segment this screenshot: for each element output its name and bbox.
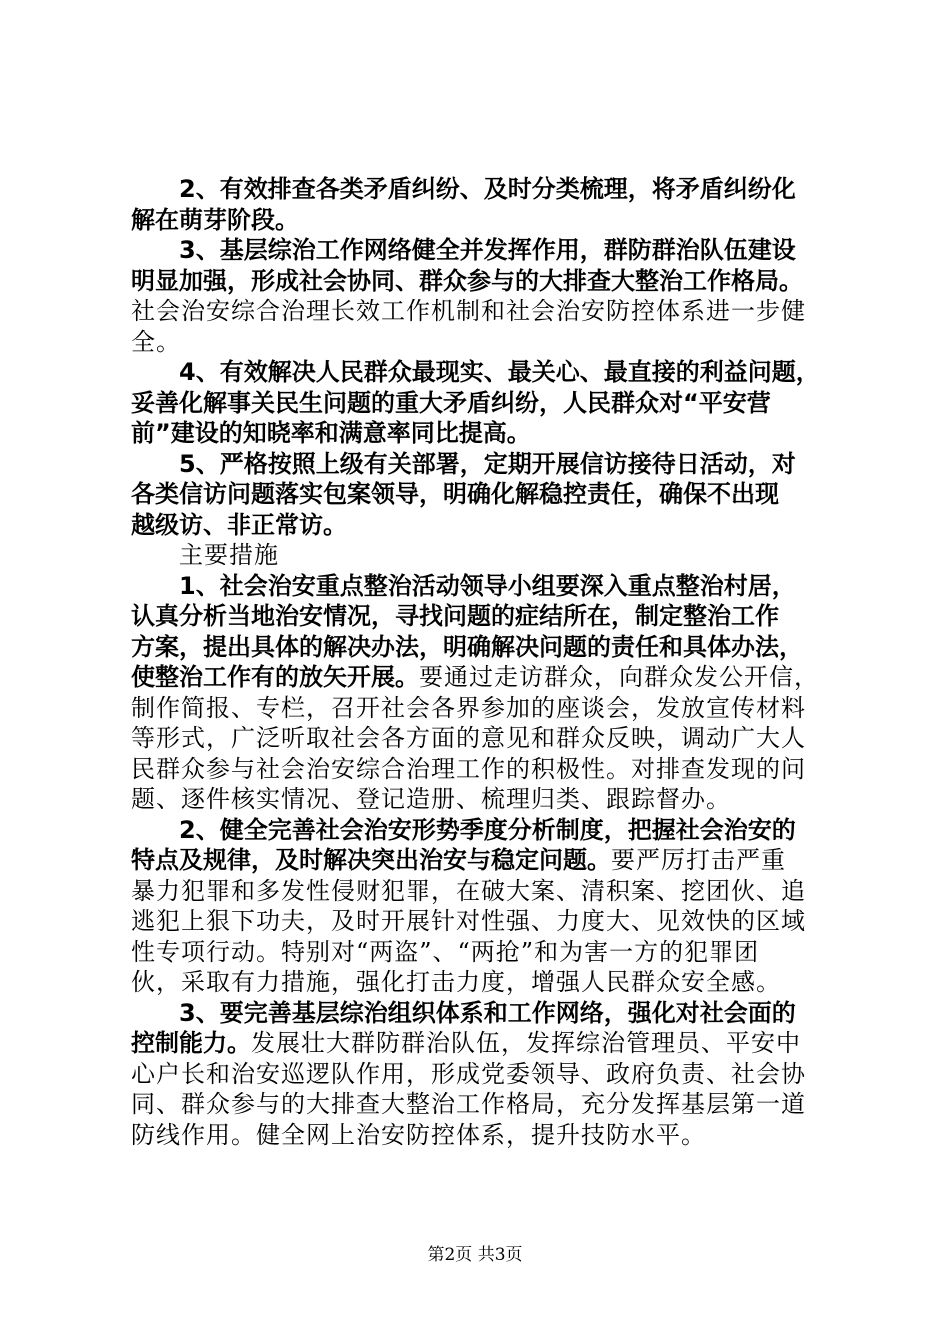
text-line-content: 暴力犯罪和多发性侵财犯罪，在破大案、清积案、挖团伙、追 bbox=[131, 876, 806, 905]
text-line-content: 性专项行动。特别对“两盗”、“两抢”和为害一方的犯罪团 bbox=[131, 937, 760, 966]
text-line-content: 2、有效排查各类矛盾纠纷、及时分类梳理，将矛盾纠纷化 bbox=[179, 175, 796, 203]
text-line bbox=[131, 540, 843, 571]
text-line-content: 1、社会治安重点整治活动领导小组要深入重点整治村居， bbox=[179, 571, 796, 600]
text-line bbox=[131, 1059, 843, 1090]
text-line-content: 3、基层综治工作网络健全并发挥作用，群防群治队伍建设 bbox=[179, 236, 796, 264]
text-line-content: 控制能力。 bbox=[131, 1029, 251, 1057]
text-line bbox=[131, 906, 843, 937]
text-line-content: 5、严格按照上级有关部署，定期开展信访接待日活动，对 bbox=[179, 449, 796, 478]
text-line-content: 使整治工作有的放矢开展。 bbox=[131, 663, 419, 691]
text-line-content: 制作简报、专栏，召开社会各界参加的座谈会，发放宣传材料 bbox=[131, 693, 806, 722]
text-line bbox=[131, 723, 843, 754]
text-line bbox=[131, 327, 843, 358]
text-line-content: 等形式，广泛听取社会各方面的意见和群众反映，调动广大人 bbox=[131, 724, 806, 752]
text-line-content: 认真分析当地治安情况，寻找问题的症结所在，制定整治工作 bbox=[131, 602, 779, 630]
text-line bbox=[131, 937, 843, 968]
text-line bbox=[131, 693, 843, 724]
text-line-content: 特点及规律，及时解决突出治安与稳定问题。 bbox=[131, 846, 611, 874]
text-line bbox=[131, 967, 843, 998]
text-line-content: 心户长和治安巡逻队作用，形成党委领导、政府负责、社会协 bbox=[131, 1059, 806, 1088]
text-line-content: 前”建设的知晓率和满意率同比提高。 bbox=[131, 419, 531, 447]
text-line bbox=[131, 845, 843, 876]
text-line-content: 民群众参与社会治安综合治理工作的积极性。对排查发现的问 bbox=[131, 754, 806, 783]
text-line-content: 明显加强，形成社会协同、群众参与的大排查大整治工作格局。 bbox=[131, 266, 803, 295]
text-line bbox=[131, 1028, 843, 1059]
document-body bbox=[131, 174, 843, 1150]
text-line bbox=[131, 1120, 843, 1151]
text-line bbox=[131, 235, 843, 266]
text-line-content: 越级访、非正常访。 bbox=[131, 510, 347, 539]
text-line-content: 4、有效解决人民群众最现实、最关心、最直接的利益问题， bbox=[179, 358, 820, 386]
text-line-content: 3、要完善基层综治组织体系和工作网络，强化对社会面的 bbox=[179, 998, 796, 1027]
text-line bbox=[131, 632, 843, 663]
text-line-content: 解在萌芽阶段。 bbox=[131, 205, 299, 234]
text-line-tail: 要严厉打击严重 bbox=[611, 846, 786, 874]
text-line bbox=[131, 571, 843, 602]
text-line bbox=[131, 1089, 843, 1120]
text-line bbox=[131, 296, 843, 327]
page-footer: 第2页 共3页 bbox=[427, 1245, 523, 1265]
text-line-content: 主要措施 bbox=[179, 541, 279, 569]
text-line bbox=[131, 998, 843, 1029]
text-line-content: 逃犯上狠下功夫，及时开展针对性强、力度大、见效快的区域 bbox=[131, 907, 806, 935]
text-line bbox=[131, 876, 843, 907]
text-line-content: 同、群众参与的大排查大整治工作格局，充分发挥基层第一道 bbox=[131, 1090, 806, 1118]
text-line bbox=[131, 601, 843, 632]
text-line-content: 防线作用。健全网上治安防控体系，提升技防水平。 bbox=[131, 1120, 706, 1149]
text-line bbox=[131, 357, 843, 388]
text-line-content: 2、健全完善社会治安形势季度分析制度，把握社会治安的 bbox=[179, 815, 796, 844]
text-line bbox=[131, 388, 843, 419]
text-line bbox=[131, 266, 843, 297]
text-line bbox=[131, 754, 843, 785]
text-line-tail: 要通过走访群众，向群众发公开信， bbox=[419, 663, 819, 691]
text-line-content: 妥善化解事关民生问题的重大矛盾纠纷，人民群众对“平安营 bbox=[131, 388, 771, 417]
text-line-content: 各类信访问题落实包案领导，明确化解稳控责任，确保不出现 bbox=[131, 480, 779, 508]
text-line bbox=[131, 174, 843, 205]
text-line-content: 全。 bbox=[131, 327, 181, 356]
text-line bbox=[131, 418, 843, 449]
text-line bbox=[131, 449, 843, 480]
text-line bbox=[131, 205, 843, 236]
text-line-content: 社会治安综合治理长效工作机制和社会治安防控体系进一步健 bbox=[131, 297, 806, 325]
text-line bbox=[131, 479, 843, 510]
text-line bbox=[131, 662, 843, 693]
text-line bbox=[131, 784, 843, 815]
text-line-content: 伙，采取有力措施，强化打击力度，增强人民群众安全感。 bbox=[131, 968, 781, 996]
text-line bbox=[131, 510, 843, 541]
text-line-content: 题、逐件核实情况、登记造册、梳理归类、跟踪督办。 bbox=[131, 785, 731, 813]
text-line-content: 方案，提出具体的解决办法，明确解决问题的责任和具体办法， bbox=[131, 632, 803, 661]
text-line-tail: 发展壮大群防群治队伍，发挥综治管理员、平安中 bbox=[251, 1029, 801, 1057]
text-line bbox=[131, 815, 843, 846]
